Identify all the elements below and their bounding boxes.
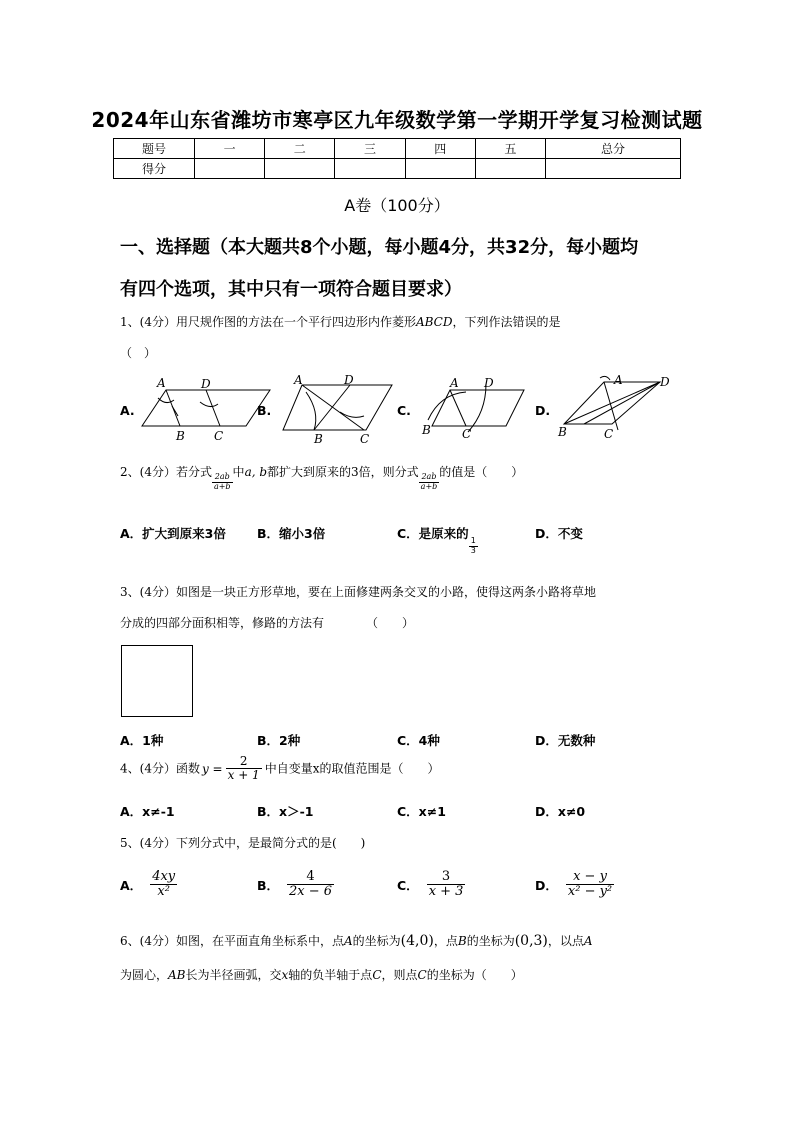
q4-stem: 4、(4分）函数 y = $\frac{2}{x + 1}$ 中自变量x的取值范围是（ ）	[120, 754, 440, 783]
q4-option-a[interactable]: A．x≠-1	[120, 804, 175, 819]
q1-paren: （ ）	[120, 346, 157, 360]
q1c-label-a: A	[450, 376, 459, 390]
q2-stem: 2、(4分）若分式 $\frac{2ab}{a+b}$ 中a, b都扩大到原来的3倍，则分式 $\frac{2ab}{a+b}$ 的值是（ ）	[120, 465, 524, 491]
q1-figure-b	[280, 372, 410, 444]
q1b-label-d: D	[344, 373, 354, 387]
q3-line2: 分成的四部分面积相等，修路的方法有 （ ）	[120, 616, 415, 630]
score-cell: 一	[195, 139, 265, 159]
score-blank[interactable]	[335, 159, 405, 179]
q2-option-c[interactable]: C．是原来的 $\frac{1}{3}$	[397, 526, 476, 555]
q3-line1: 3、(4分）如图是一块正方形草地，要在上面修建两条交叉的小路，使得这两条小路将草地	[120, 585, 596, 599]
q6-line2: 为圆心，AB长为半径画弧，交x轴的负半轴于点C，则点C的坐标为（ ）	[120, 968, 523, 982]
q3-option-c[interactable]: C．4种	[397, 733, 440, 748]
paper-a-heading: A卷（100分）	[344, 196, 450, 215]
q1-figure-a	[140, 372, 280, 444]
q1-option-d-label[interactable]: D.	[535, 403, 551, 418]
q1a-label-c: C	[214, 429, 224, 443]
q1d-label-a: A	[614, 373, 623, 387]
q4-option-b[interactable]: B．x＞-1	[257, 804, 314, 819]
score-cell: 四	[405, 139, 475, 159]
q1d-label-d: D	[660, 375, 670, 389]
q1c-label-c: C	[462, 427, 472, 441]
score-cell: 总分	[546, 139, 681, 159]
exam-title: 2024年山东省潍坊市寒亭区九年级数学第一学期开学复习检测试题	[91, 108, 703, 132]
q1d-label-b: B	[558, 425, 567, 439]
q2-option-d[interactable]: D．不变	[535, 526, 583, 541]
score-blank[interactable]	[265, 159, 335, 179]
q5-option-a[interactable]: A． $\frac{4xy}{\text{x²}}$	[120, 869, 176, 900]
q3-option-a[interactable]: A．1种	[120, 733, 164, 748]
score-cell: 五	[475, 139, 545, 159]
q5-option-d[interactable]: D． $\frac{x - y}{\text{x² − y²}}$	[535, 869, 613, 900]
q1-stem: 1、(4分）用尺规作图的方法在一个平行四边形内作菱形ABCD，下列作法错误的是	[120, 315, 561, 329]
q1-figure-c	[420, 372, 530, 444]
score-cell: 题号	[114, 139, 195, 159]
q5-option-b[interactable]: B． $\frac{4}{2x - 6}$	[257, 869, 333, 900]
q1a-label-b: B	[176, 429, 185, 443]
score-blank[interactable]	[475, 159, 545, 179]
q1b-label-a: A	[294, 373, 303, 387]
q3-option-b[interactable]: B．2种	[257, 733, 301, 748]
q5-option-c[interactable]: C． $\frac{3}{x + 3}$	[397, 869, 464, 900]
q3-option-d[interactable]: D．无数种	[535, 733, 596, 748]
score-row-label: 得分	[114, 159, 195, 179]
q1-figure-d	[556, 372, 676, 444]
section1-line1: 一、选择题（本大题共8个小题，每小题4分，共32分，每小题均	[120, 237, 639, 258]
q4-option-d[interactable]: D．x≠0	[535, 804, 586, 819]
score-table-header-row	[114, 139, 681, 159]
q1-option-a-label[interactable]: A.	[120, 403, 135, 418]
q1-option-c-label[interactable]: C.	[397, 403, 411, 418]
q1c-label-d: D	[484, 376, 494, 390]
score-cell: 二	[265, 139, 335, 159]
q5-stem: 5、(4分）下列分式中，是最简分式的是( )	[120, 836, 366, 850]
q1-option-b-label[interactable]: B.	[257, 403, 272, 418]
score-table-score-row	[114, 159, 681, 179]
score-blank[interactable]	[405, 159, 475, 179]
q4-option-c[interactable]: C．x≠1	[397, 804, 446, 819]
q1b-label-c: C	[360, 432, 370, 444]
q2-option-a[interactable]: A．扩大到原来3倍	[120, 526, 226, 541]
score-blank[interactable]	[195, 159, 265, 179]
q1a-label-a: A	[157, 376, 166, 390]
section1-line2: 有四个选项，其中只有一项符合题目要求）	[120, 279, 462, 300]
q1b-label-b: B	[314, 432, 323, 444]
q1c-label-b: B	[422, 423, 431, 437]
score-table	[113, 138, 681, 179]
q1d-label-c: C	[604, 427, 614, 441]
score-blank[interactable]	[546, 159, 681, 179]
score-cell: 三	[335, 139, 405, 159]
q1a-label-d: D	[201, 377, 211, 391]
q2-option-b[interactable]: B．缩小3倍	[257, 526, 326, 541]
q6-line1: 6、(4分）如图，在平面直角坐标系中，点A的坐标为(4,0)，点B的坐标为(0,3)，以点A	[120, 933, 593, 949]
square-lawn-figure	[121, 645, 193, 717]
